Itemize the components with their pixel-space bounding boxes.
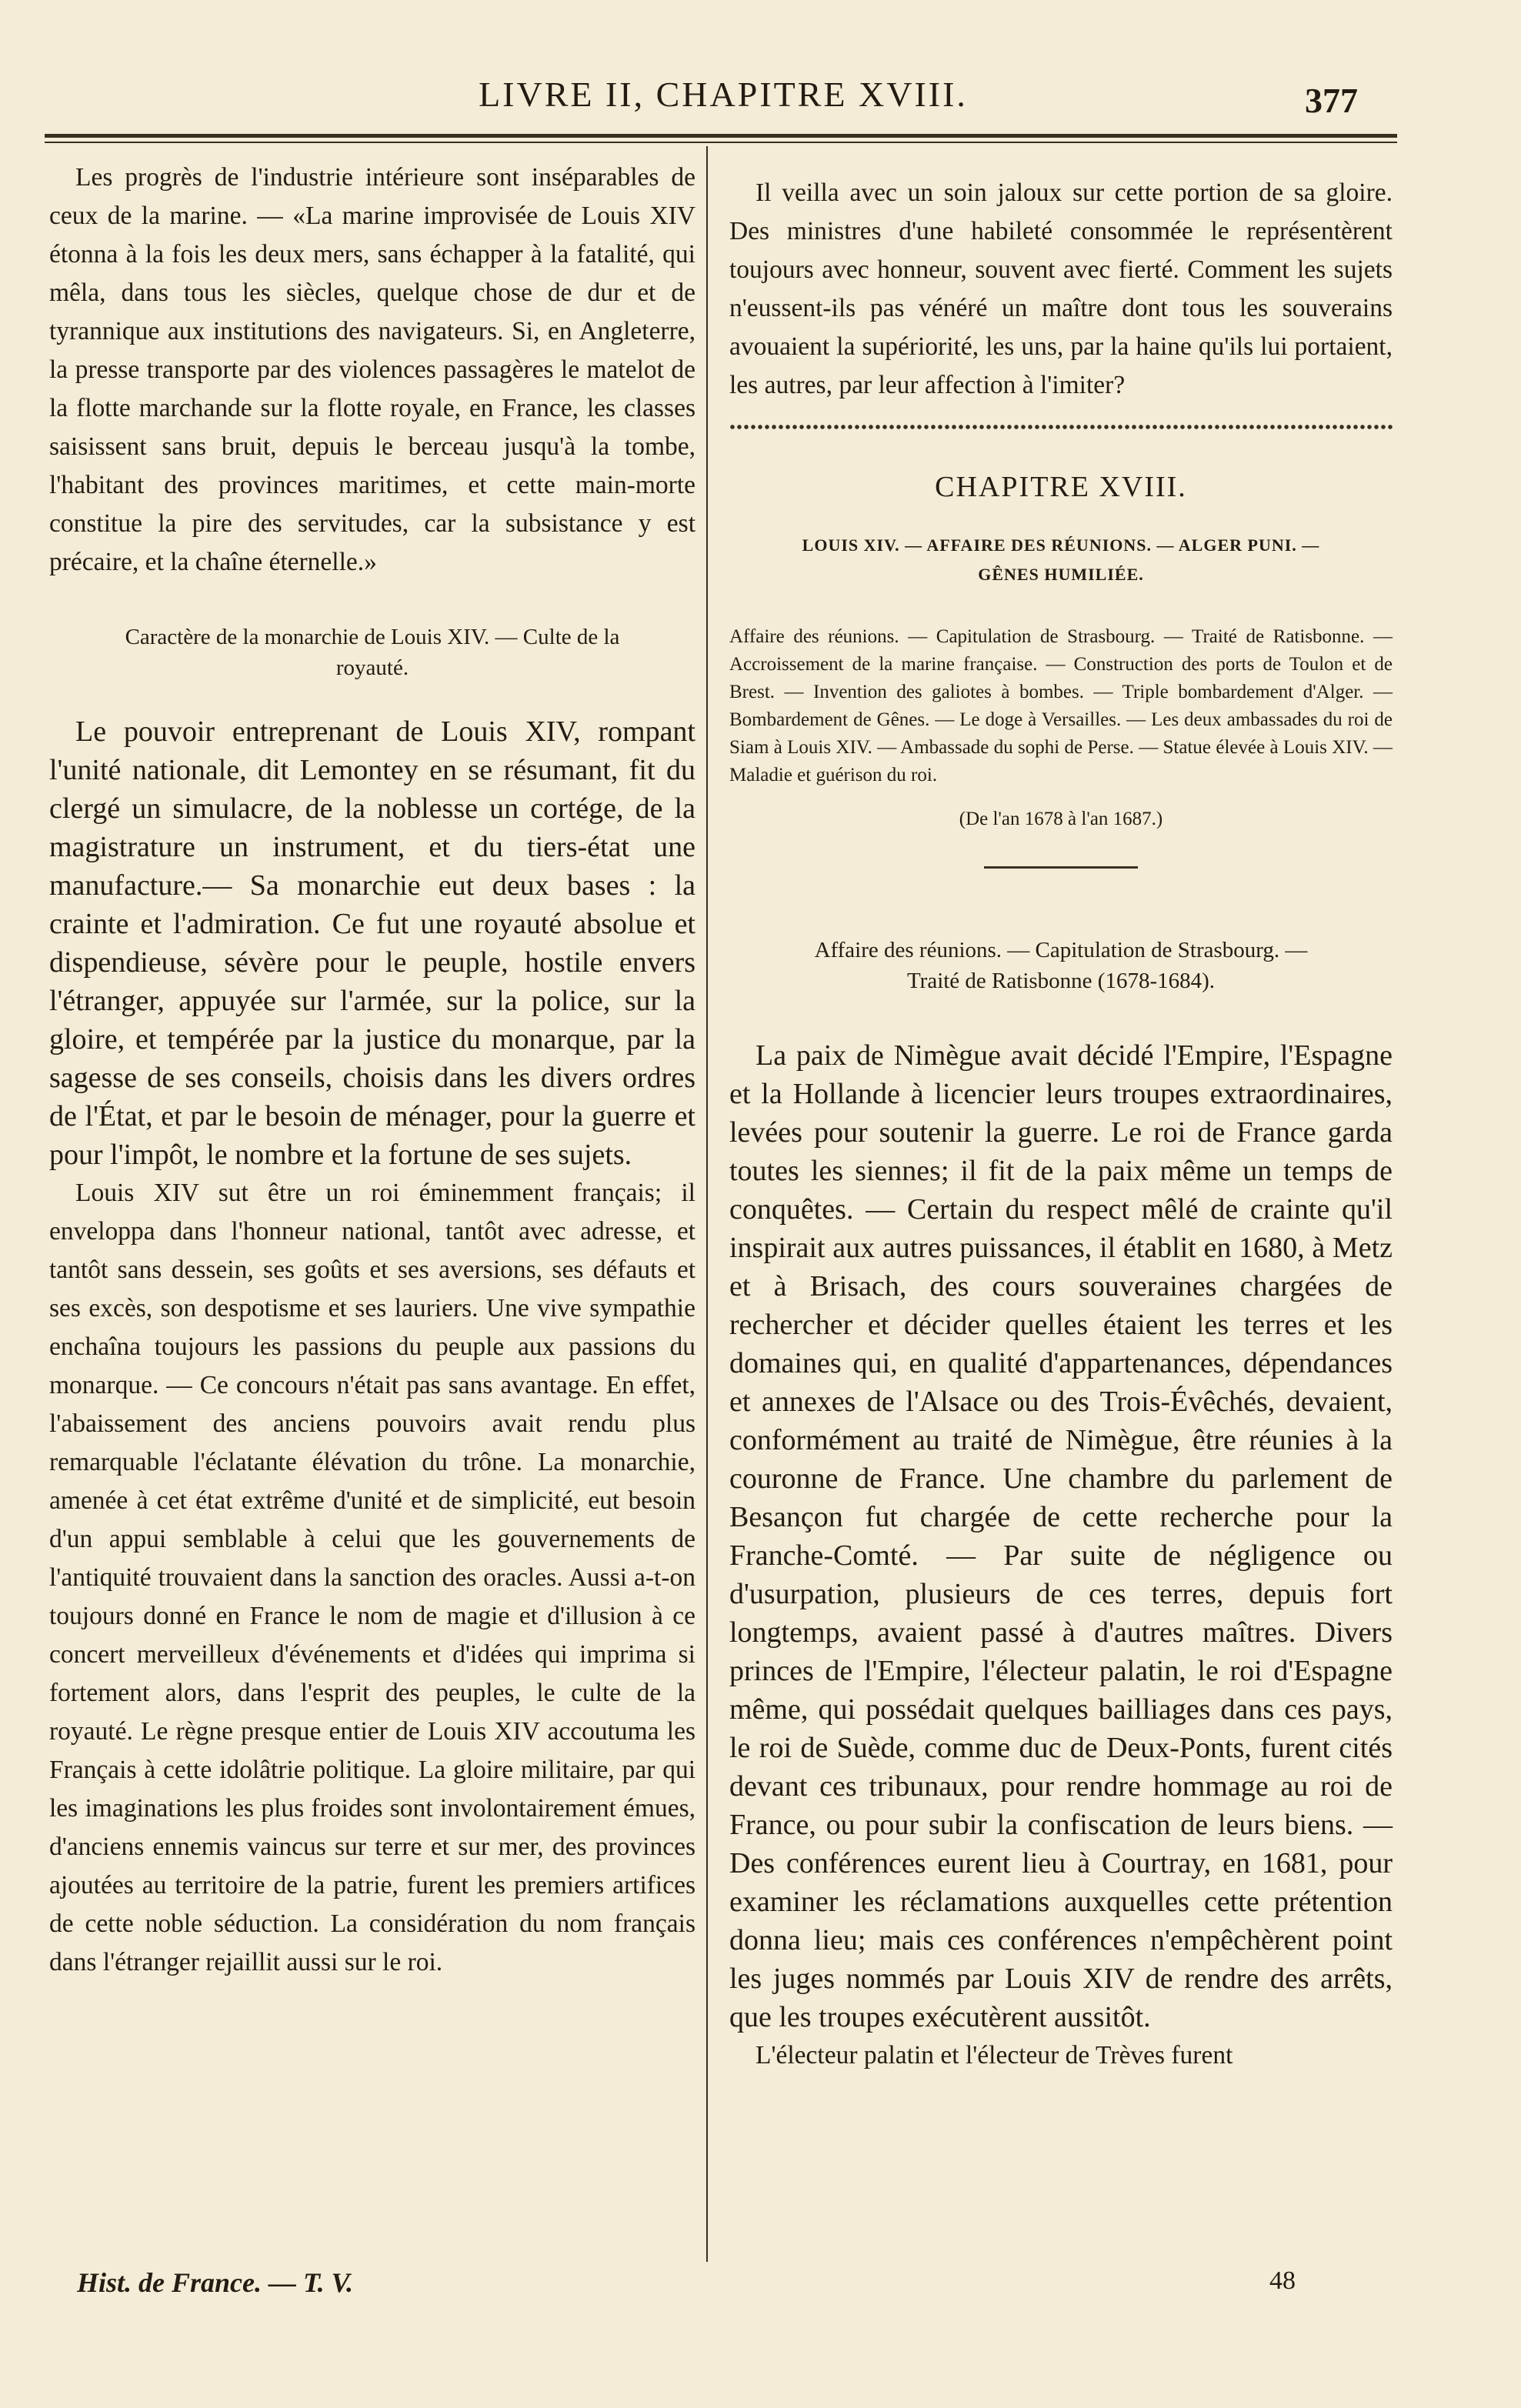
left-paragraph-1: Les progrès de l'industrie intérieure sont inséparables de ceux de la marine. — «La marine improvisée de Louis XIV étonna à la fois les deux mers, sans échapper à la fatalité, qui mêla, dans tous les siècles, quelque chose de dur et de tyrannique aux institutions des navigateurs. Si, en Angleterre, la presse transporte par des violences passagères le matelot de la flotte marchande sur la flotte royale, en France, les classes saisissent sans bruit, depuis le berceau jusqu'à la tombe, l'habitant des provinces maritimes, et cette main-morte constitue la pire des servitudes, car la subsistance y est précaire, et la chaîne éternelle.» <box>49 163 695 576</box>
left-column <box>49 158 695 1982</box>
section-caption-2-line-2: Traité de Ratisbonne (1678-1684). <box>906 969 1216 993</box>
right-column <box>729 174 1393 2075</box>
footer-signature: Hist. de France. — T. V. <box>77 2267 354 2298</box>
right-paragraph-1: Il veilla avec un soin jaloux sur cette portion de sa gloire. Des ministres d'une habileté consommée le représentèrent toujours avec honneur, souvent avec fierté. Comment les sujets n'eussent-ils pas vénéré un maître dont tous les souverains avouaient la supériorité, les uns, par la haine qu'ils lui portaient, les autres, par leur affection à l'imiter? <box>729 178 1393 399</box>
chapter-summary: Affaire des réunions. — Capitulation de Strasbourg. — Traité de Ratisbonne. — Accroissement de la marine française. — Construction des ports de Toulon et de Brest. — Invention des galiotes à bombes. — Triple bombardement d'Alger. — Bombardement de Gênes. — Le doge à Versailles. — Les deux ambassades du roi de Siam à Louis XIV. — Ambassade du sophi de Perse. — Statue élevée à Louis XIV. — Maladie et guérison du roi. <box>729 626 1393 785</box>
left-paragraph-3: Louis XIV sut être un roi éminemment français; il enveloppa dans l'honneur national, tantôt avec adresse, et tantôt sans dessein, ses goûts et ses aversions, ses défauts et ses excès, son despotisme et ses lauriers. Une vive sympathie enchaîna toujours les passions du peuple aux passions du monarque. — Ce concours n'était pas sans avantage. En effet, l'abaissement des anciens pouvoirs avait rendu plus remarquable l'éclatante élévation du trône. La monarchie, amenée à cet état extrême d'unité et de simplicité, eut besoin d'un appui semblable à celui que les gouvernements de l'antiquité trouvaient dans la sanction des oracles. Aussi a-t-on toujours donné en France le nom de magie et d'illusion à ce concert merveilleux d'événements et d'idées qui imprima si fortement alors, dans l'esprit des peuples, le culte de la royauté. Le règne presque entier de Louis XIV accoutuma les Français à cette idolâtrie politique. La gloire militaire, par qui les imaginations les plus froides sont involontairement émues, d'anciens ennemis vaincus sur terre et sur mer, des provinces ajoutées au territoire de la patrie, furent les premiers artifices de cette noble séduction. La considération du nom français dans l'étranger rejaillit aussi sur le roi. <box>49 1179 695 1976</box>
section-caption-2 <box>729 935 1393 996</box>
header-rule-thin <box>45 142 1397 143</box>
chapter-subtitle-line-1: LOUIS XIV. — AFFAIRE DES RÉUNIONS. — ALGER PUNI. — <box>802 535 1320 555</box>
section-caption: Caractère de la monarchie de Louis XIV. — Culte de la royauté. <box>125 625 620 680</box>
header-rule <box>45 134 1397 138</box>
right-paragraph-2: La paix de Nimègue avait décidé l'Empire, l'Espagne et la Hollande à licencier leurs troupes extraordinaires, levées pour soutenir la guerre. Le roi de France garda toutes les siennes; il fit de la paix même un temps de conquêtes. — Certain du respect mêlé de crainte qu'il inspirait aux autres puissances, il établit en 1680, à Metz et à Brisach, des cours souveraines chargées de rechercher et décider quelles étaient les terres et les domaines qui, en qualité d'appartenances, dépendances et annexes de l'Alsace ou des Trois-Évêchés, devaient, conformément au traité de Nimègue, être réunies à la couronne de France. Une chambre du parlement de Besançon fut chargée de cette recherche pour la Franche-Comté. — Par suite de négligence ou d'usurpation, plusieurs de ces terres, depuis fort longtemps, avaient passé à d'autres maîtres. Divers princes de l'Empire, l'électeur palatin, le roi d'Espagne même, qui possédait quelques bailliages dans ces pays, le roi de Suède, comme duc de Deux-Ponts, furent cités devant ces tribunaux, pour rendre hommage au roi de France, ou pour subir la confiscation de leurs biens. — Des conférences eurent lieu à Courtray, en 1681, pour examiner les réclamations auxquelles cette prétention donna lieu; mais ces conférences n'empêchèrent point les juges nommés par Louis XIV de rendre des arrêts, que les troupes exécutèrent aussitôt. <box>729 1039 1393 2033</box>
running-head: LIVRE II, CHAPITRE XVIII. <box>479 75 968 114</box>
chapter-subtitle <box>729 531 1393 589</box>
chapter-subtitle-line-2: GÊNES HUMILIÉE. <box>978 565 1144 584</box>
left-paragraph-2: Le pouvoir entreprenant de Louis XIV, rompant l'unité nationale, dit Lemontey en se résumant, fit du clergé un simulacre, de la noblesse un cortége, de la magistrature un instrument, et du tiers-état une manufacture.— Sa monarchie eut deux bases : la crainte et l'admiration. Ce fut une royauté absolue et dispendieuse, sévère pour le peuple, hostile envers l'étranger, appuyée sur l'armée, sur la police, sur la gloire, et tempérée par la justice du monarque, par la sagesse de ses conseils, choisis dans les divers ordres de l'État, et par le besoin de ménager, pour la guerre et pour l'impôt, le nombre et la fortune de ses sujets. <box>49 715 695 1171</box>
ornamental-rule <box>729 422 1393 432</box>
chapter-dates: (De l'an 1678 à l'an 1687.) <box>959 809 1163 829</box>
page-number: 377 <box>1305 81 1358 120</box>
section-caption-2-line-1: Affaire des réunions. — Capitulation de Strasbourg. — <box>814 938 1308 962</box>
column-divider <box>706 146 708 2262</box>
footer-sheet-number: 48 <box>1269 2266 1296 2295</box>
chapter-title: CHAPITRE XVIII. <box>935 471 1187 503</box>
short-rule <box>984 866 1138 869</box>
right-paragraph-3: L'électeur palatin et l'électeur de Trèves furent <box>755 2041 1233 2069</box>
